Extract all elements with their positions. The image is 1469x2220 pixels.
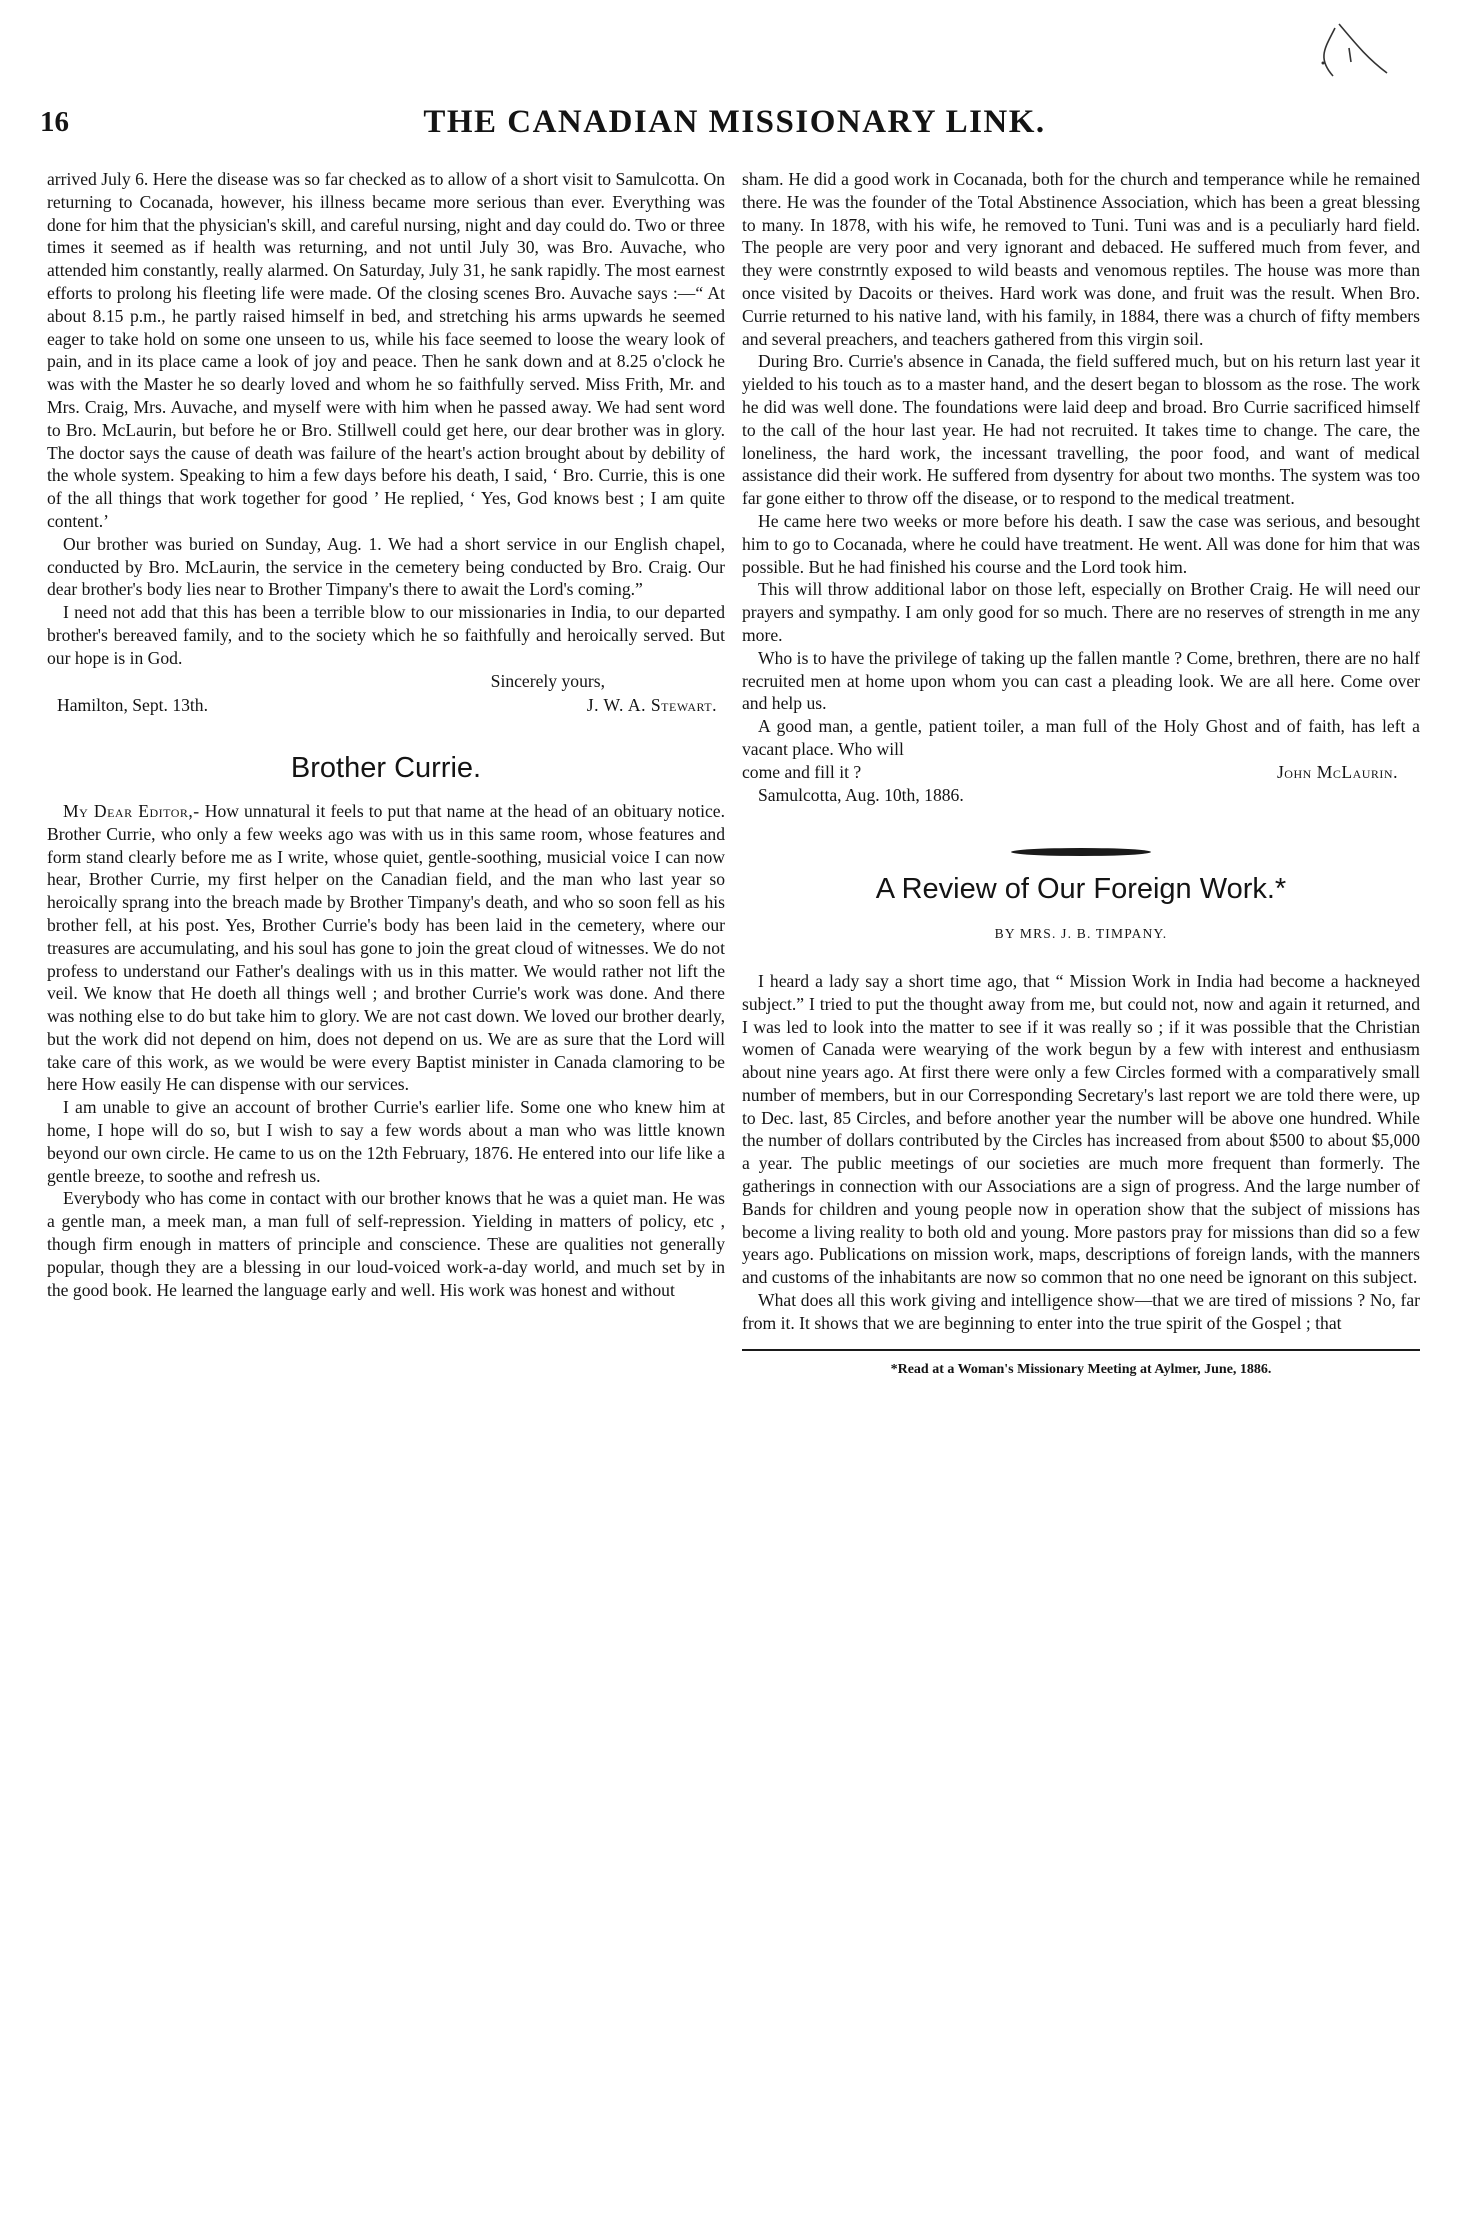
article-paragraph: sham. He did a good work in Cocanada, both for the church and temperance while he remained there. He was the founder of the Total Abstinence Association, which has been a great blessing to many. In 1878, with his wife, he removed to Tuni. Tuni was and is a peculiarly hard field. The people are very poor and very ignorant and debaced. He suffered much from fever, and they were constrntly exposed to wild beasts and venomous reptiles. The house was more than once visited by Dacoits or theives. Hard work was done, and fruit was the result. When Bro. Currie returned to his native land, with his family, in 1884, there was a church of fifty members and several preachers, and teachers gathered from this virgin soil.: [742, 169, 1420, 349]
closing-question: come and fill it ?: [742, 761, 862, 782]
letter-paragraph: arrived July 6. Here the disease was so far checked as to allow of a short visit to Samulcotta. On returning to Cocanada, however, his illness became more serious than ever. Everything was done for him that the physician's skill, and careful nursing, night and day could do. Two or three times it seemed as if health was returning, and not until July 30, was Bro. Auvache, who attended him constantly, really alarmed. On Saturday, July 31, he sank rapidly. The most earnest efforts to prolong his fleeting life were made. Of the closing scenes Bro. Auvache says :—“ At about 8.15 p.m., he partly raised himself in bed, and stretching his arms upwards he seemed eager to take hold on some one unseen to us, while his face seemed to loose the weary look of pain, and in its place came a look of joy and peace. Then he sank down and at 8.25 o'clock he was with the Master he so dearly loved and whom he so faithfully served. Miss Frith, Mr. and Mrs. Craig, Mrs. Auvache, and myself were with him when he passed away. We had sent word to Bro. McLaurin, but before he or Bro. Stillwell could get here, our dear brother was in glory. The doctor says the cause of death was failure of the heart's action brought about by debility of the whole system. Speaking to him a few days before his death, I said, ‘ Bro. Currie, this is one of the all things that work together for good ’ He replied, ‘ Yes, God knows best ; I am quite content.’: [47, 169, 725, 531]
article-title-brother-currie: Brother Currie.: [290, 752, 482, 785]
article-paragraph: He came here two weeks or more before his death. I saw the case was serious, and besought him to go to Cocanada, where he could have treatment. He went. All was done for him that was possible. But he had finished his course and the Lord took him.: [742, 510, 1420, 577]
salutation: My Dear Editor,-: [63, 800, 200, 821]
author-signature: John McLaurin.: [1276, 761, 1398, 782]
page-number: 16: [40, 106, 69, 138]
left-column: [47, 168, 725, 1301]
article-paragraph: I heard a lady say a short time ago, that “ Mission Work in India had become a hackneyed subject.” I tried to put the thought away from me, but could not, now and again it returned, and I was led to look into the matter to see if it was really so ; if it was possible that the Christian women of Canada were wearying of the work begun by a few with interest and enthusiasm about nine years ago. At first there were only a few Circles formed with a comparatively small number of members, but in our Corresponding Secretary's last report we are told there were, up to Dec. last, 85 Circles, and before another year the number will be above one hundred. While the number of dollars contributed by the Circles has increased from about $500 to about $5,000 a year. The public meetings of our societies are much more frequent than formerly. The gatherings in connection with our Associations are a sign of progress. And the large number of Bands for children and young people now in operation show that the subject of missions has become a living reality to both old and young. More pastors pray for missions than did so a few years ago. Publications on mission work, maps, descriptions of foreign lands, with the manners and customs of the inhabitants are now so common that no one need be ignorant on this subject.: [742, 970, 1420, 1288]
right-column: [742, 168, 1420, 1381]
article-paragraph: I am unable to give an account of brother Currie's earlier life. Some one who knew him at home, I hope will do so, but I wish to say a few words about a man who was little known beyond our own circle. He came to us on the 12th February, 1876. He entered into our life like a gentle breeze, to soothe and refresh us.: [47, 1097, 725, 1186]
letter-paragraph: Our brother was buried on Sunday, Aug. 1. We had a short service in our English chapel, conducted by Bro. McLaurin, the service in the cemetery being conducted by Bro. Craig. Our dear brother's body lies near to Brother Timpany's there to await the Lord's coming.”: [47, 533, 725, 600]
article-byline: BY MRS. J. B. TIMPANY.: [994, 926, 1168, 942]
journal-title: THE CANADIAN MISSIONARY LINK.: [423, 104, 1046, 140]
letter-signature: J. W. A. Stewart.: [586, 695, 717, 716]
article-paragraph: Everybody who has come in contact with our brother knows that he was a quiet man. He was a gentle man, a meek man, a man full of self-repression. Yielding in matters of policy, etc , though firm enough in matters of principle and conscience. These are qualities not generally popular, though they are a blessing in our loud-voiced work-a-day world, and much set by in the good book. He learned the language early and well. His work was honest and without: [47, 1188, 725, 1300]
article-closing-line: [742, 761, 1420, 784]
letter-closing: Sincerely yours,: [490, 670, 605, 691]
article-title-review: A Review of Our Foreign Work.*: [875, 873, 1287, 906]
footnote-rule: [742, 1349, 1420, 1351]
letter-place-date: Hamilton, Sept. 13th.: [57, 695, 209, 716]
ink-mark-scribble: [1305, 18, 1395, 103]
article-paragraph: [47, 800, 725, 1096]
article-place-date: Samulcotta, Aug. 10th, 1886.: [758, 784, 964, 805]
article-paragraph-text: How unnatural it feels to put that name at the head of an obituary notice. Brother Currie, who only a few weeks ago was with us in this same room, whose features and form stand clearly before me as I write, whose quiet, gentle-soothing, musicial voice I can now hear, Brother Currie, my first helper on the Canadian field, and the man who last year so heroically sprang into the breach made by Brother Timpany's death, and who so soon fell as his brother fell, at his post. Yes, Brother Currie's body has been laid in the cemetery, where our treasures are accumulating, and his soul has gone to join the great cloud of witnesses. We do not profess to understand our Father's dealings with us in this matter. We would rather not lift the veil. We know that He doeth all things well ; and brother Currie's work was done. And there was nothing else to do but take him to glory. We are not cast down. We loved our brother dearly, but the work did not depend on him, does not depend on us. We are as sure that the Lord will take care of this work, as we would be were every Baptist minister in Canada clamoring to be here How easily He can dispense with our services.: [47, 800, 725, 1095]
article-paragraph: This will throw additional labor on those left, especially on Brother Craig. He will need our prayers and sympathy. I am only good for so much. There are no reserves of strength in me any more.: [742, 579, 1420, 645]
footnote: *Read at a Woman's Missionary Meeting at Aylmer, June, 1886.: [890, 1361, 1272, 1377]
article-paragraph: During Bro. Currie's absence in Canada, the field suffered much, but on his return last year it yielded to his touch as to a master hand, and the desert began to blossom as the rose. The work he did was well done. The foundations were laid deep and broad. Bro Currie sacrificed himself to the call of the hour last year. He had not recruited. It takes time to change. The care, the loneliness, the hard work, the incessant travelling, the poor food, and want of medical assistance did their work. He suffered from dysentry for about two months. The system was too far gone either to throw off the disease, or to respond to the medical treatment.: [742, 351, 1420, 509]
letter-paragraph: I need not add that this has been a terrible blow to our missionaries in India, to our departed brother's bereaved family, and to the society which he so faithfully and heroically served. But our hope is in God.: [47, 602, 725, 668]
letter-signoff: [47, 694, 725, 717]
page-header: [40, 104, 1429, 140]
article-paragraph: What does all this work giving and intelligence show—that we are tired of missions ? No, far from it. It shows that we are beginning to enter into the true spirit of the Gospel ; that: [742, 1290, 1420, 1333]
section-divider: [1011, 848, 1151, 856]
article-paragraph: Who is to have the privilege of taking up the fallen mantle ? Come, brethren, there are no half recruited men at home upon whom you can cast a pleading look. We are all here. Come over and help us.: [742, 647, 1420, 714]
article-paragraph: A good man, a gentle, patient toiler, a man full of the Holy Ghost and of faith, has left a vacant place. Who will: [742, 716, 1420, 759]
